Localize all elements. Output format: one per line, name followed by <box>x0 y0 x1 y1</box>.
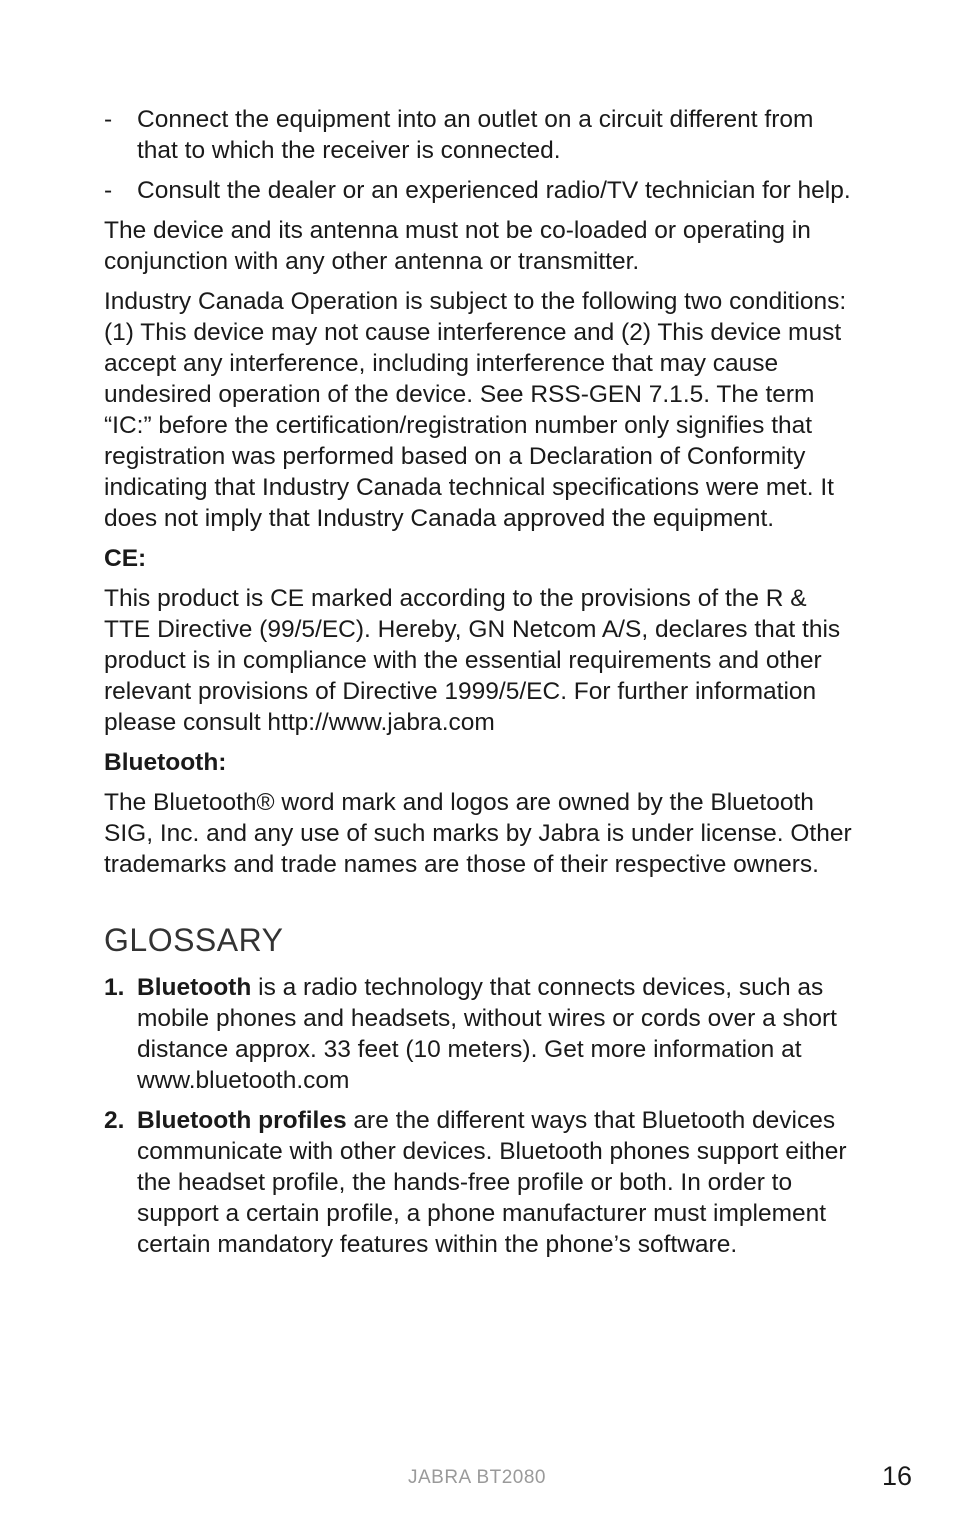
list-item-text: Consult the dealer or an experienced radio/TV technician for help. <box>137 177 851 204</box>
glossary-title: GLOSSARY <box>104 922 284 958</box>
page-number: 16 <box>881 1461 912 1491</box>
glossary-item-text <box>137 1105 854 1260</box>
glossary-definition: are the different ways that Bluetooth devices communicate with other devices. Bluetooth phones support either the headset profile, the hands-free profile or both. In order to support a certain profile, a phone manufacturer must implement certain mandatory features within the phone’s software. <box>137 1107 847 1258</box>
page-footer <box>0 1463 954 1493</box>
glossary-number: 1. <box>104 974 125 1001</box>
glossary-term: Bluetooth profiles <box>137 1107 347 1134</box>
glossary-term: Bluetooth <box>137 974 252 1001</box>
list-item-text: Connect the equipment into an outlet on a circuit different from that to which the receiver is connected. <box>137 106 814 164</box>
glossary-item-text <box>137 972 854 1096</box>
bluetooth-heading: Bluetooth: <box>104 749 227 776</box>
footer-product-name: JABRA BT2080 <box>407 1467 547 1488</box>
glossary-definition: is a radio technology that connects devices, such as mobile phones and headsets, without wires or cords over a short distance approx. 33 feet (10 meters). Get more information at www.bluetooth.com <box>137 974 837 1094</box>
page-content <box>104 104 854 1269</box>
list-item <box>104 104 854 166</box>
bluetooth-paragraph: The Bluetooth® word mark and logos are owned by the Bluetooth SIG, Inc. and any use of such marks by Jabra is under license. Other trademarks and trade names are those of their respective owners. <box>104 789 852 878</box>
list-marker: - <box>104 177 113 204</box>
glossary-number: 2. <box>104 1107 125 1134</box>
list-marker: - <box>104 106 113 133</box>
ce-paragraph: This product is CE marked according to the provisions of the R & TTE Directive (99/5/EC). Hereby, GN Netcom A/S, declares that this product is in compliance with the essential requirements and other relevant provisions of Directive 1999/5/EC. For further information please consult http://www.jabra.com <box>104 585 841 736</box>
industry-canada-paragraph: Industry Canada Operation is subject to the following two conditions: (1) This device may not cause interference and (2) This device must accept any interference, including interference that may cause undesired operation of the device. See RSS-GEN 7.1.5. The term “IC:” before the certification/registration number only signifies that registration was performed based on a Declaration of Conformity indicating that Industry Canada technical specifications were met. It does not imply that Industry Canada approved the equipment. <box>104 288 847 532</box>
antenna-paragraph: The device and its antenna must not be co-loaded or operating in conjunction with any other antenna or transmitter. <box>104 217 811 275</box>
list-item <box>104 175 854 206</box>
ce-heading: CE: <box>104 545 147 572</box>
glossary-item <box>104 972 854 1096</box>
glossary-item <box>104 1105 854 1260</box>
